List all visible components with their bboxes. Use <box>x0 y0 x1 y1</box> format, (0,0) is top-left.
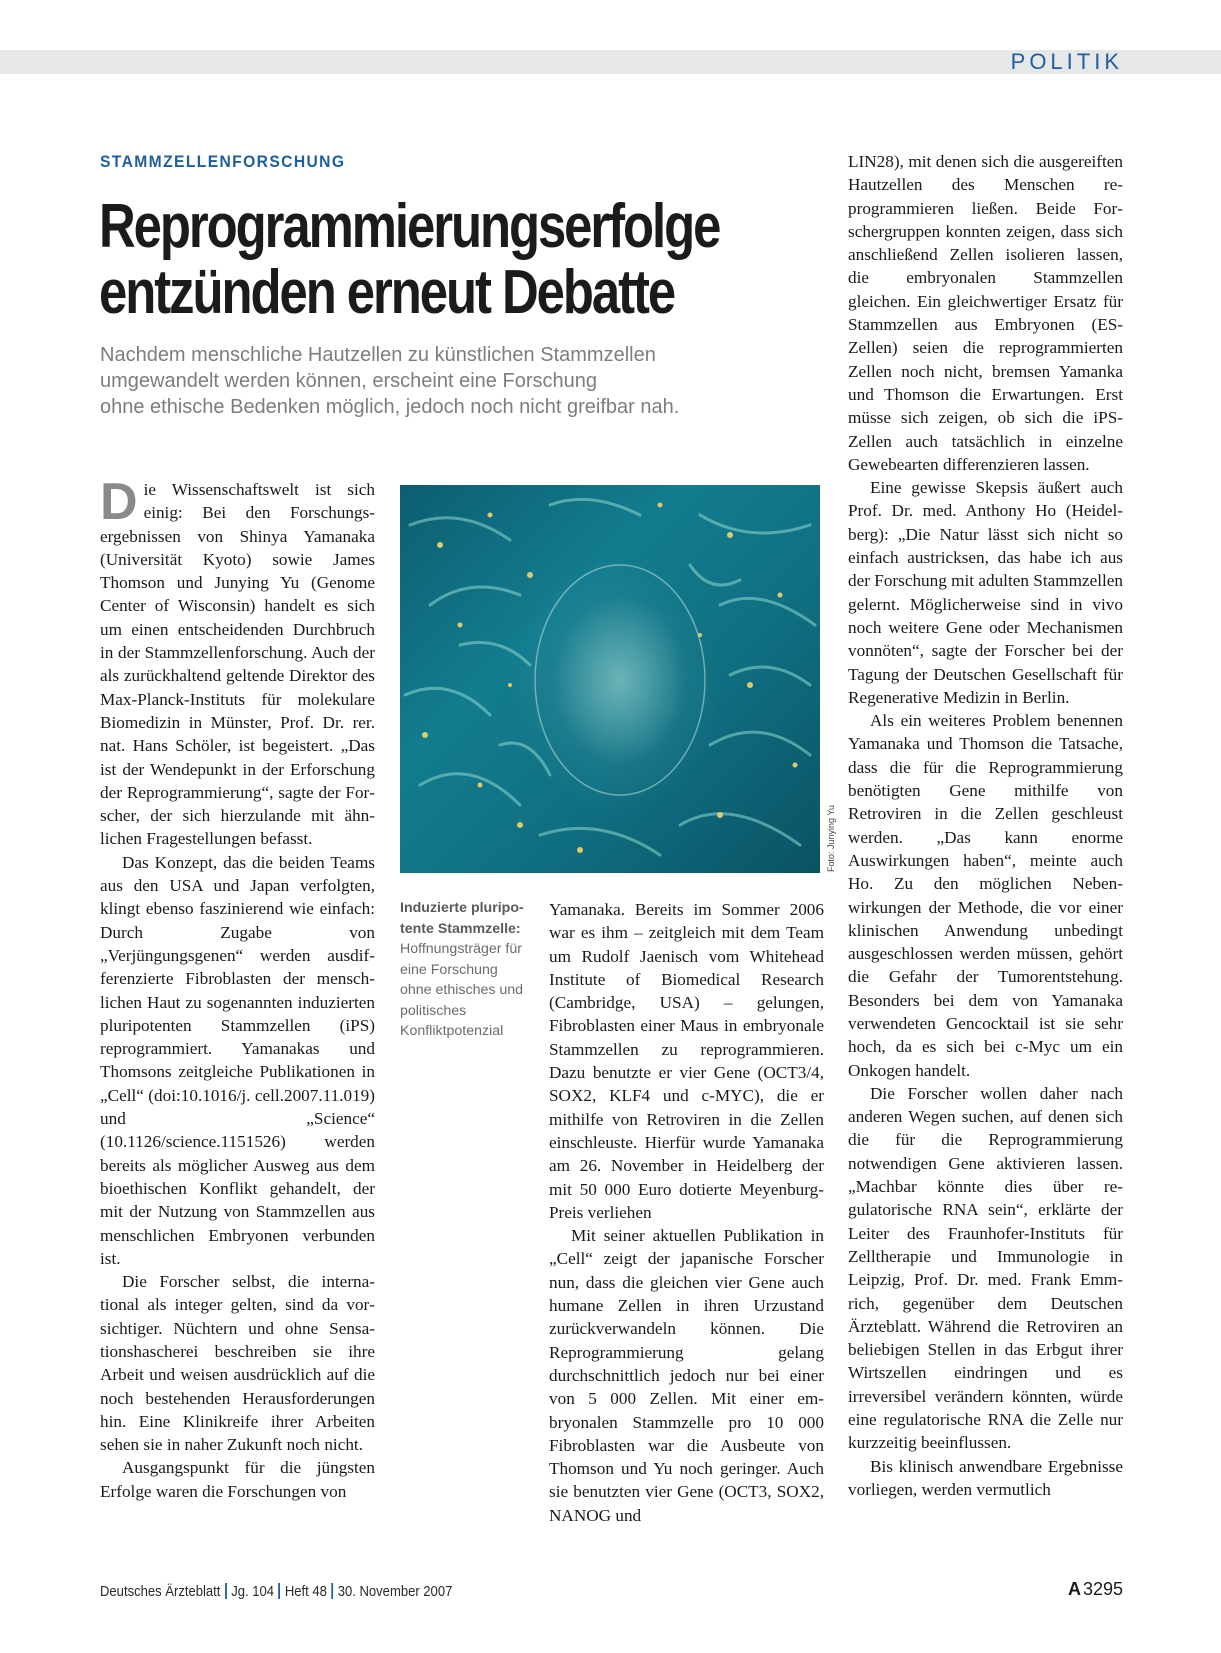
article-kicker: STAMMZELLENFORSCHUNG <box>100 152 346 171</box>
lede-line-3: ohne ethische Bedenken möglich, jedoch noch nicht greifbar nah. <box>100 396 680 418</box>
figure-caption <box>400 898 530 1042</box>
page-number <box>1068 1579 1123 1600</box>
journal-name: Deutsches Ärzteblatt <box>100 1584 221 1600</box>
photo-credit: Foto: Junying Yu <box>826 805 836 872</box>
footer-divider <box>225 1583 227 1599</box>
headline-line-1: Reprogrammierungserfolge <box>99 192 720 261</box>
caption-title: Induzierte pluripotente Stammzelle: <box>400 900 524 937</box>
page-footer <box>100 1583 452 1600</box>
paragraph: Als ein weiteres Problem benennen Yamanaka und Thomson die Tatsache, dass die für die Reprogrammierung benötigten Gene mithilfe von Retroviren in die Zellen geschleust werden. „Das kann enorme Auswirkungen haben“, meinte auch Ho. Zu den möglichen Nebenwirkungen der Methode, die vor einer klinischen Anwendung unbedingt ausgeschlossen werden müssen, gehört die Gefahr der Tumorentstehung. Besonders bei dem von Yamanaka verwendeten Gencocktail ist sie sehr hoch, da es sich bei c-Myc um ein Onkogen handelt. <box>848 711 1123 1080</box>
caption-text: Hoffnungsträger für eine Forschung ohne ethisches und politisches Konfliktpotenzial <box>400 941 524 1039</box>
paragraph <box>100 473 375 851</box>
lede-line-1: Nachdem menschliche Hautzellen zu künstlichen Stammzellen <box>100 344 656 366</box>
paragraph: Das Konzept, das die beiden Teams aus den USA und Japan verfolgten, klingt ebenso faszinierend wie einfach: Durch Zugabe von „Verjüngungsgenen“ werden ausdifferenzierte Fibroblasten der menschlichen Haut zu sogenannten induzierten pluripotenten Stammzellen (iPS) reprogrammiert. Yamanakas und Thomsons zeitgleiche Publikationen in „Cell“ (doi:10.1016/j. cell.2007.11.019) und „Science“ (10.1126/science.1151526) werden bereits als möglicher Ausweg aus dem bioethischen Konflikt gehandelt, der mit der Nutzung von Stammzellen aus menschlichen Embryonen verbunden ist. <box>100 852 375 1268</box>
paragraph: Yamanaka. Bereits im Sommer 2006 war es ihm – zeitgleich mit dem Team um Rudolf Jaenisch vom Whitehead Institute of Biomedical Research (Cambridge, USA) – gelungen, Fibroblasten einer Maus in embryonale Stammzellen zu reprogrammieren. Dazu benutzte er vier Gene (OCT3/4, SOX2, KLF4 und c-MYC), die er mithilfe von Retroviren in die Zellen einschleuste. Hierfür wurde Yamanaka am 26. November in Heidelberg der mit 50 000 Euro dotierte Meyenburg-Preis verliehen <box>549 900 824 1222</box>
text-column-3 <box>848 150 1123 1501</box>
page-prefix: A <box>1067 1579 1081 1599</box>
journal-volume: Jg. 104 <box>231 1584 275 1600</box>
footer-divider <box>331 1583 333 1599</box>
paragraph: Bis klinisch anwendbare Ergebnisse vorliegen, werden vermutlich <box>848 1456 1123 1499</box>
stem-cell-illustration <box>400 485 820 873</box>
footer-divider <box>279 1583 281 1599</box>
paragraph-text: ie Wissenschaftswelt ist sich einig: Bei den Forschungsergebnissen von Shinya Yamanaka (Universität Kyoto) sowie James Thomson und Junying Yu (Genome Center of Wisconsin) handelt es sich um einen entscheidenden Durchbruch in der Stammzellenforschung. Auch der als zurückhaltend geltende Direktor des Max-Planck-Instituts für molekulare Biomedizin in Münster, Prof. Dr. rer. nat. Hans Schöler, ist begeistert. „Das ist der Wendepunkt in der Erforschung der Reprogrammierung“, sagte der Forscher, der sich hierzulande mit ähnlichen Fragestellungen befasst. <box>100 480 375 849</box>
text-column-2 <box>549 898 824 1527</box>
page-number-value: 3295 <box>1082 1579 1123 1599</box>
stem-cell-photo <box>400 485 820 873</box>
article-headline <box>99 194 755 326</box>
paragraph: Die Forscher wollen daher nach anderen Wegen suchen, auf denen sich die für die Reprogrammierung notwendigen Gene aktivieren lassen. „Machbar könnte dies über regulatorische RNA sein“, erklärte der Leiter des Fraunhofer-Instituts für Zelltherapie und Immunologie in Leipzig, Prof. Dr. med. Frank Emmrich, gegenüber dem Deutschen Ärzteblatt. Während die Retroviren an beliebigen Stellen in das Erbgut ihrer Wirtszellen eindringen und es irreversibel verändern könnten, würde eine regulatorische RNA die Zelle nur kurzzeitig beeinflussen. <box>848 1083 1123 1453</box>
headline-line-2: entzünden erneut Debatte <box>99 258 675 327</box>
section-label: POLITIK <box>1010 49 1123 74</box>
issue-date: 30. November 2007 <box>337 1584 453 1600</box>
paragraph: Eine gewisse Skepsis äußert auch Prof. Dr. med. Anthony Ho (Heidelberg): „Die Natur lässt sich nicht so einfach austricksen, das habe ich aus der Forschung mit adulten Stammzellen gelernt. Möglicherweise sind in vivo noch weitere Gene oder Mechanismen vonnöten“, sagte der Forscher bei der Tagung der Deutschen Gesellschaft für Regenerative Medizin in Berlin. <box>848 478 1123 707</box>
paragraph: Mit seiner aktuellen Publikation in „Cell“ zeigt der japanische Forscher nun, dass die gleichen vier Gene auch humane Zellen in ihren Urzustand zurückverwandeln können. Die Reprogrammierung gelang durchschnittlich jedoch nur bei einer von 5 000 Zellen. Mit einer embryonalen Stammzelle pro 10 000 Fibroblasten war die Ausbeute von Thomson und Yu noch geringer. Auch sie benutzten vier Gene (OCT3, SOX2, NANOG und <box>549 1226 824 1525</box>
journal-issue: Heft 48 <box>284 1584 327 1600</box>
paragraph: LIN28), mit denen sich die ausgereiften Hautzellen des Menschen reprogrammieren ließen. Beide Forschergruppen konnten zeigen, dass sich anschließend Zellen isolieren lassen, die embryonalen Stammzellen gleichen. Ein gleichwertiger Ersatz für Stammzellen aus Embryonen (ES-Zellen) seien die reprogrammierten Zellen noch nicht, bremsen Yamanka und Thomson die Erwartungen. Erst müsse sich zeigen, ob sich die iPS-Zellen auch tatsächlich in einzelne Gewebearten differenzieren lassen. <box>848 152 1123 474</box>
lede-line-2: umgewandelt werden können, erscheint eine Forschung <box>100 370 597 392</box>
paragraph: Die Forscher selbst, die international als integer gelten, sind da vorsichtiger. Nüchtern und ohne Sensationshascherei beschreiben sie ihre Arbeit und weisen ausdrücklich auf die noch bestehenden Herausforderungen hin. Eine Klinikreife ihrer Arbeiten sehen sie in naher Zukunft noch nicht. <box>100 1272 375 1455</box>
drop-cap: D <box>100 473 138 531</box>
article-lede <box>100 342 800 420</box>
text-column-1 <box>100 473 375 1503</box>
paragraph: Ausgangspunkt für die jüngsten Erfolge waren die Forschungen von <box>100 1458 375 1501</box>
